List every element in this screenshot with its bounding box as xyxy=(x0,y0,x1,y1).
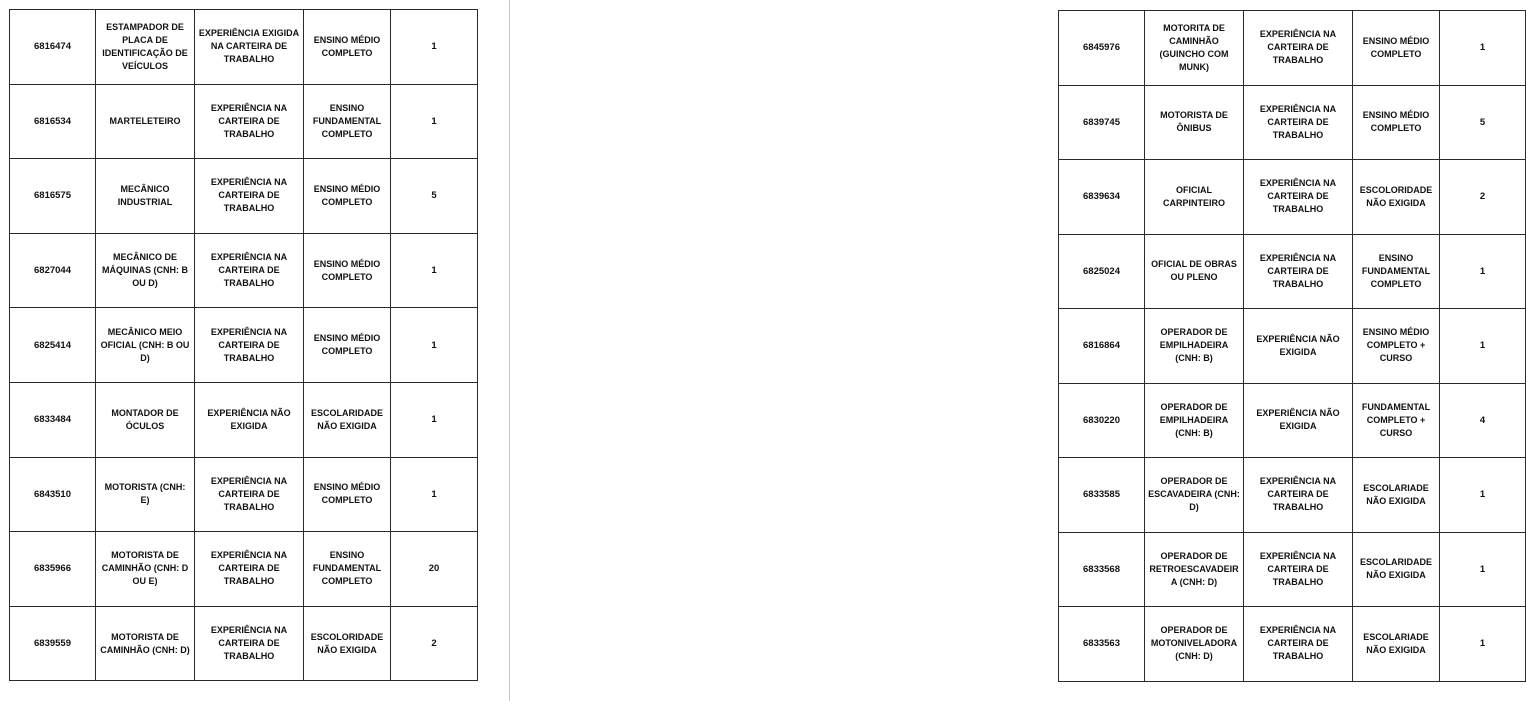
job-vacancies-table-left xyxy=(9,9,478,681)
job-code-cell: 6816534 xyxy=(10,84,96,159)
education-requirement-cell: ESCOLARIADE NÃO EXIGIDA xyxy=(1353,458,1440,533)
occupation-cell: MECÂNICO DE MÁQUINAS (CNH: B OU D) xyxy=(96,233,195,308)
occupation-cell: OPERADOR DE ESCAVADEIRA (CNH: D) xyxy=(1145,458,1244,533)
experience-requirement-cell: EXPERIÊNCIA NA CARTEIRA DE TRABALHO xyxy=(195,308,304,383)
vacancies-count-cell: 1 xyxy=(391,457,478,532)
experience-requirement-cell: EXPERIÊNCIA NA CARTEIRA DE TRABALHO xyxy=(195,457,304,532)
job-vacancies-table-body-right xyxy=(1059,11,1526,682)
job-vacancies-table-right xyxy=(1058,10,1526,682)
education-requirement-cell: ENSINO MÉDIO COMPLETO xyxy=(304,308,391,383)
table-row xyxy=(1059,160,1526,235)
table-row xyxy=(10,382,478,457)
table-row xyxy=(10,233,478,308)
experience-requirement-cell: EXPERIÊNCIA NA CARTEIRA DE TRABALHO xyxy=(1244,85,1353,160)
experience-requirement-cell: EXPERIÊNCIA NÃO EXIGIDA xyxy=(195,382,304,457)
experience-requirement-cell: EXPERIÊNCIA NA CARTEIRA DE TRABALHO xyxy=(1244,160,1353,235)
table-row xyxy=(10,457,478,532)
occupation-cell: OPERADOR DE EMPILHADEIRA (CNH: B) xyxy=(1145,309,1244,384)
education-requirement-cell: ESCOLARIDADE NÃO EXIGIDA xyxy=(304,382,391,457)
occupation-cell: MARTELETEIRO xyxy=(96,84,195,159)
occupation-cell: OFICIAL DE OBRAS OU PLENO xyxy=(1145,234,1244,309)
table-row xyxy=(1059,85,1526,160)
occupation-cell: MOTORISTA DE CAMINHÃO (CNH: D) xyxy=(96,606,195,681)
occupation-cell: OFICIAL CARPINTEIRO xyxy=(1145,160,1244,235)
job-code-cell: 6816474 xyxy=(10,10,96,85)
vacancies-count-cell: 1 xyxy=(391,382,478,457)
experience-requirement-cell: EXPERIÊNCIA NA CARTEIRA DE TRABALHO xyxy=(195,532,304,607)
document-page-left xyxy=(0,0,505,701)
occupation-cell: MOTORISTA DE CAMINHÃO (CNH: D OU E) xyxy=(96,532,195,607)
job-code-cell: 6825024 xyxy=(1059,234,1145,309)
occupation-cell: MECÂNICO MEIO OFICIAL (CNH: B OU D) xyxy=(96,308,195,383)
occupation-cell: MECÂNICO INDUSTRIAL xyxy=(96,159,195,234)
experience-requirement-cell: EXPERIÊNCIA NA CARTEIRA DE TRABALHO xyxy=(195,233,304,308)
occupation-cell: OPERADOR DE MOTONIVELADORA (CNH: D) xyxy=(1145,607,1244,682)
vacancies-count-cell: 1 xyxy=(391,10,478,85)
table-row xyxy=(1059,309,1526,384)
occupation-cell: MOTORITA DE CAMINHÃO (GUINCHO COM MUNK) xyxy=(1145,11,1244,86)
vacancies-count-cell: 2 xyxy=(1440,160,1526,235)
job-code-cell: 6816864 xyxy=(1059,309,1145,384)
education-requirement-cell: FUNDAMENTAL COMPLETO + CURSO xyxy=(1353,383,1440,458)
table-row xyxy=(1059,607,1526,682)
vacancies-count-cell: 1 xyxy=(1440,458,1526,533)
vacancies-count-cell: 1 xyxy=(391,233,478,308)
table-row xyxy=(10,84,478,159)
experience-requirement-cell: EXPERIÊNCIA NA CARTEIRA DE TRABALHO xyxy=(1244,458,1353,533)
table-row xyxy=(10,532,478,607)
experience-requirement-cell: EXPERIÊNCIA NÃO EXIGIDA xyxy=(1244,383,1353,458)
education-requirement-cell: ENSINO MÉDIO COMPLETO xyxy=(1353,11,1440,86)
occupation-cell: MOTORISTA (CNH: E) xyxy=(96,457,195,532)
job-code-cell: 6833563 xyxy=(1059,607,1145,682)
occupation-cell: OPERADOR DE RETROESCAVADEIRA (CNH: D) xyxy=(1145,532,1244,607)
job-code-cell: 6833568 xyxy=(1059,532,1145,607)
job-code-cell: 6843510 xyxy=(10,457,96,532)
vacancies-count-cell: 1 xyxy=(1440,309,1526,384)
experience-requirement-cell: EXPERIÊNCIA NA CARTEIRA DE TRABALHO xyxy=(1244,234,1353,309)
vacancies-count-cell: 1 xyxy=(1440,234,1526,309)
job-code-cell: 6839745 xyxy=(1059,85,1145,160)
job-code-cell: 6839634 xyxy=(1059,160,1145,235)
experience-requirement-cell: EXPERIÊNCIA NA CARTEIRA DE TRABALHO xyxy=(1244,532,1353,607)
education-requirement-cell: ESCOLORIDADE NÃO EXIGIDA xyxy=(1353,160,1440,235)
experience-requirement-cell: EXPERIÊNCIA NA CARTEIRA DE TRABALHO xyxy=(195,84,304,159)
job-code-cell: 6830220 xyxy=(1059,383,1145,458)
job-code-cell: 6833585 xyxy=(1059,458,1145,533)
education-requirement-cell: ENSINO MÉDIO COMPLETO xyxy=(304,457,391,532)
vacancies-count-cell: 2 xyxy=(391,606,478,681)
education-requirement-cell: ESCOLARIDADE NÃO EXIGIDA xyxy=(1353,532,1440,607)
job-code-cell: 6827044 xyxy=(10,233,96,308)
vacancies-count-cell: 5 xyxy=(1440,85,1526,160)
table-row xyxy=(1059,383,1526,458)
experience-requirement-cell: EXPERIÊNCIA NA CARTEIRA DE TRABALHO xyxy=(195,159,304,234)
vacancies-count-cell: 1 xyxy=(1440,11,1526,86)
education-requirement-cell: ENSINO MÉDIO COMPLETO xyxy=(304,159,391,234)
table-row xyxy=(1059,532,1526,607)
education-requirement-cell: ENSINO FUNDAMENTAL COMPLETO xyxy=(1353,234,1440,309)
education-requirement-cell: ENSINO MÉDIO COMPLETO xyxy=(1353,85,1440,160)
experience-requirement-cell: EXPERIÊNCIA EXIGIDA NA CARTEIRA DE TRABALHO xyxy=(195,10,304,85)
job-code-cell: 6839559 xyxy=(10,606,96,681)
job-code-cell: 6845976 xyxy=(1059,11,1145,86)
experience-requirement-cell: EXPERIÊNCIA NA CARTEIRA DE TRABALHO xyxy=(195,606,304,681)
job-code-cell: 6816575 xyxy=(10,159,96,234)
table-row xyxy=(1059,234,1526,309)
education-requirement-cell: ESCOLARIADE NÃO EXIGIDA xyxy=(1353,607,1440,682)
experience-requirement-cell: EXPERIÊNCIA NA CARTEIRA DE TRABALHO xyxy=(1244,607,1353,682)
vacancies-count-cell: 1 xyxy=(391,308,478,383)
vacancies-count-cell: 1 xyxy=(1440,532,1526,607)
occupation-cell: MONTADOR DE ÓCULOS xyxy=(96,382,195,457)
vacancies-count-cell: 4 xyxy=(1440,383,1526,458)
table-row xyxy=(10,606,478,681)
occupation-cell: ESTAMPADOR DE PLACA DE IDENTIFICAÇÃO DE VEÍCULOS xyxy=(96,10,195,85)
table-row xyxy=(1059,11,1526,86)
vacancies-count-cell: 1 xyxy=(1440,607,1526,682)
education-requirement-cell: ENSINO MÉDIO COMPLETO xyxy=(304,233,391,308)
job-code-cell: 6833484 xyxy=(10,382,96,457)
experience-requirement-cell: EXPERIÊNCIA NÃO EXIGIDA xyxy=(1244,309,1353,384)
education-requirement-cell: ENSINO MÉDIO COMPLETO xyxy=(304,10,391,85)
occupation-cell: MOTORISTA DE ÔNIBUS xyxy=(1145,85,1244,160)
table-row xyxy=(1059,458,1526,533)
vacancies-count-cell: 20 xyxy=(391,532,478,607)
document-page-right xyxy=(514,0,1486,701)
education-requirement-cell: ENSINO MÉDIO COMPLETO + CURSO xyxy=(1353,309,1440,384)
job-vacancies-table-body-left xyxy=(10,10,478,681)
table-row xyxy=(10,308,478,383)
job-code-cell: 6835966 xyxy=(10,532,96,607)
table-row xyxy=(10,10,478,85)
vacancies-count-cell: 5 xyxy=(391,159,478,234)
education-requirement-cell: ENSINO FUNDAMENTAL COMPLETO xyxy=(304,84,391,159)
page-separator xyxy=(505,0,514,701)
experience-requirement-cell: EXPERIÊNCIA NA CARTEIRA DE TRABALHO xyxy=(1244,11,1353,86)
vacancies-count-cell: 1 xyxy=(391,84,478,159)
table-row xyxy=(10,159,478,234)
occupation-cell: OPERADOR DE EMPILHADEIRA (CNH: B) xyxy=(1145,383,1244,458)
education-requirement-cell: ESCOLORIDADE NÃO EXIGIDA xyxy=(304,606,391,681)
education-requirement-cell: ENSINO FUNDAMENTAL COMPLETO xyxy=(304,532,391,607)
job-code-cell: 6825414 xyxy=(10,308,96,383)
